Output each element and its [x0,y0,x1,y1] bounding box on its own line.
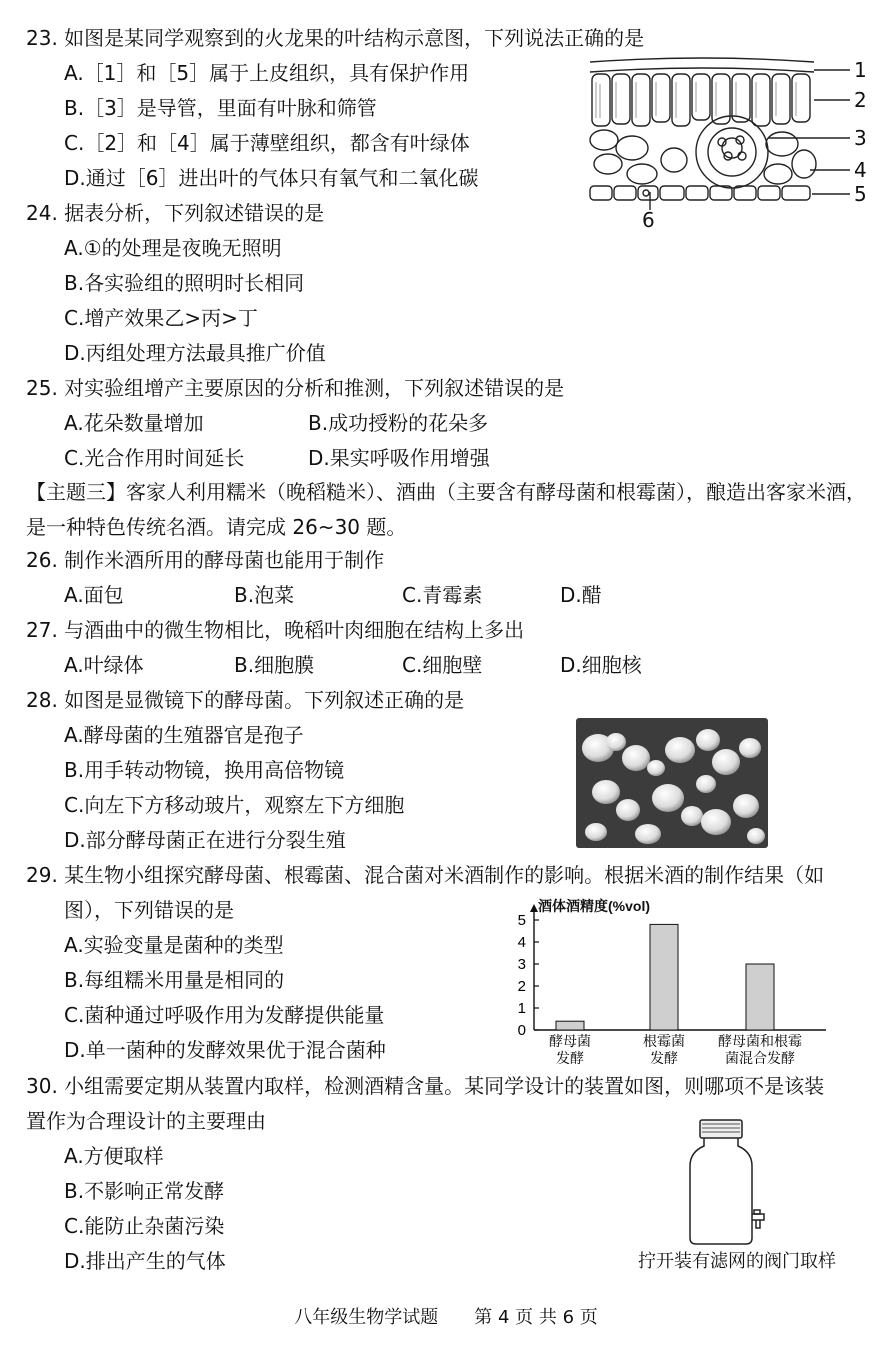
chart-x-tick-label: 酵母菌和根霉 [718,1033,802,1049]
label-4: 4 [854,158,867,182]
leaf-structure-diagram [582,52,882,232]
label-6: 6 [642,208,655,232]
q28-option-a: A.酵母菌的生殖器官是孢子 [64,723,304,747]
jar-caption: 拧开装有滤网的阀门取样 [638,1251,836,1272]
label-5: 5 [854,182,867,206]
q29-stem-line2: 图），下列错误的是 [64,898,234,922]
theme-three-intro: 【主题三】客家人利用糯米（晚稻糙米）、酒曲（主要含有酵母菌和根霉菌），酿造出客家米酒，是一种特色传统名酒。请完成 26~30 题。 [26,480,866,539]
q29-option-d: D.单一菌种的发酵效果优于混合菌种 [64,1038,386,1062]
chart-bar [650,924,678,1030]
q25-stem: 25. 对实验组增产主要原因的分析和推测，下列叙述错误的是 [26,376,565,400]
q24-option-d: D.丙组处理方法最具推广价值 [64,341,326,365]
q27-stem: 27. 与酒曲中的微生物相比，晚稻叶肉细胞在结构上多出 [26,618,525,642]
chart-y-tick-label: 0 [517,1022,526,1039]
yeast-micrograph [576,718,768,848]
q30-stem-line1: 30. 小组需要定期从装置内取样，检测酒精含量。某同学设计的装置如图，则哪项不是该装 [26,1074,825,1098]
label-2: 2 [854,88,867,112]
q27-option-a: A.叶绿体 [64,653,144,677]
chart-x-tick-label: 发酵 [556,1050,584,1066]
q25-option-c: C.光合作用时间延长 [64,446,245,470]
q27-option-c: C.细胞壁 [402,653,483,677]
q23-option-b: B.［3］是导管，里面有叶脉和筛管 [64,96,377,120]
alcohol-bar-chart [506,896,846,1076]
chart-y-tick-label: 2 [517,978,526,995]
chart-bar [556,1021,584,1030]
label-3: 3 [854,126,867,150]
q29-option-b: B.每组糯米用量是相同的 [64,968,285,992]
q30-option-b: B.不影响正常发酵 [64,1179,225,1203]
chart-svg [506,896,846,1076]
chart-y-tick-label: 5 [517,912,526,929]
q26-stem: 26. 制作米酒所用的酵母菌也能用于制作 [26,548,385,572]
q26-option-c: C.青霉素 [402,583,483,607]
q25-option-a: A.花朵数量增加 [64,411,204,435]
q24-option-b: B.各实验组的照明时长相同 [64,271,305,295]
q25-option-b: B.成功授粉的花朵多 [308,411,489,435]
chart-x-tick-label: 酵母菌 [549,1033,591,1049]
chart-y-arrow-icon [530,904,538,912]
q27-option-b: B.细胞膜 [234,653,315,677]
q28-option-b: B.用手转动物镜，换用高倍物镜 [64,758,345,782]
q26-option-d: D.醋 [560,583,602,607]
q29-option-c: C.菌种通过呼吸作用为发酵提供能量 [64,1003,385,1027]
q23-option-a: A.［1］和［5］属于上皮组织，具有保护作用 [64,61,470,85]
q23-option-d: D.通过［6］进出叶的气体只有氧气和二氧化碳 [64,166,479,190]
q24-option-a: A.①的处理是夜晚无照明 [64,236,282,260]
page-footer: 八年级生物学试题 第 4 页 共 6 页 [294,1307,598,1328]
q30-option-a: A.方便取样 [64,1144,164,1168]
q23-stem: 23. 如图是某同学观察到的火龙果的叶结构示意图，下列说法正确的是 [26,26,645,50]
q26-option-a: A.面包 [64,583,124,607]
q28-stem: 28. 如图是显微镜下的酵母菌。下列叙述正确的是 [26,688,465,712]
q28-option-d: D.部分酵母菌正在进行分裂生殖 [64,828,346,852]
fermentation-jar-icon [680,1118,780,1248]
chart-y-tick-label: 4 [517,934,526,951]
chart-bar [746,964,774,1030]
q28-option-c: C.向左下方移动玻片，观察左下方细胞 [64,793,405,817]
label-1: 1 [854,58,867,82]
q25-option-d: D.果实呼吸作用增强 [308,446,490,470]
q27-option-d: D.细胞核 [560,653,642,677]
q23-option-c: C.［2］和［4］属于薄壁组织，都含有叶绿体 [64,131,470,155]
chart-x-tick-label: 菌混合发酵 [725,1050,795,1066]
chart-x-tick-label: 根霉菌 [643,1033,685,1049]
q29-option-a: A.实验变量是菌种的类型 [64,933,284,957]
q30-stem-line2: 置作为合理设计的主要理由 [26,1109,266,1133]
chart-y-axis-label: 酒体酒精度(%vol) [538,898,650,914]
q24-stem: 24. 据表分析，下列叙述错误的是 [26,201,325,225]
q30-option-d: D.排出产生的气体 [64,1249,226,1273]
chart-x-tick-label: 发酵 [650,1050,678,1066]
q26-option-b: B.泡菜 [234,583,295,607]
q30-option-c: C.能防止杂菌污染 [64,1214,225,1238]
chart-y-tick-label: 1 [517,1000,526,1017]
q29-stem-line1: 29. 某生物小组探究酵母菌、根霉菌、混合菌对米酒制作的影响。根据米酒的制作结果（如 [26,863,825,887]
q24-option-c: C.增产效果乙>丙>丁 [64,306,258,330]
chart-y-tick-label: 3 [517,956,526,973]
